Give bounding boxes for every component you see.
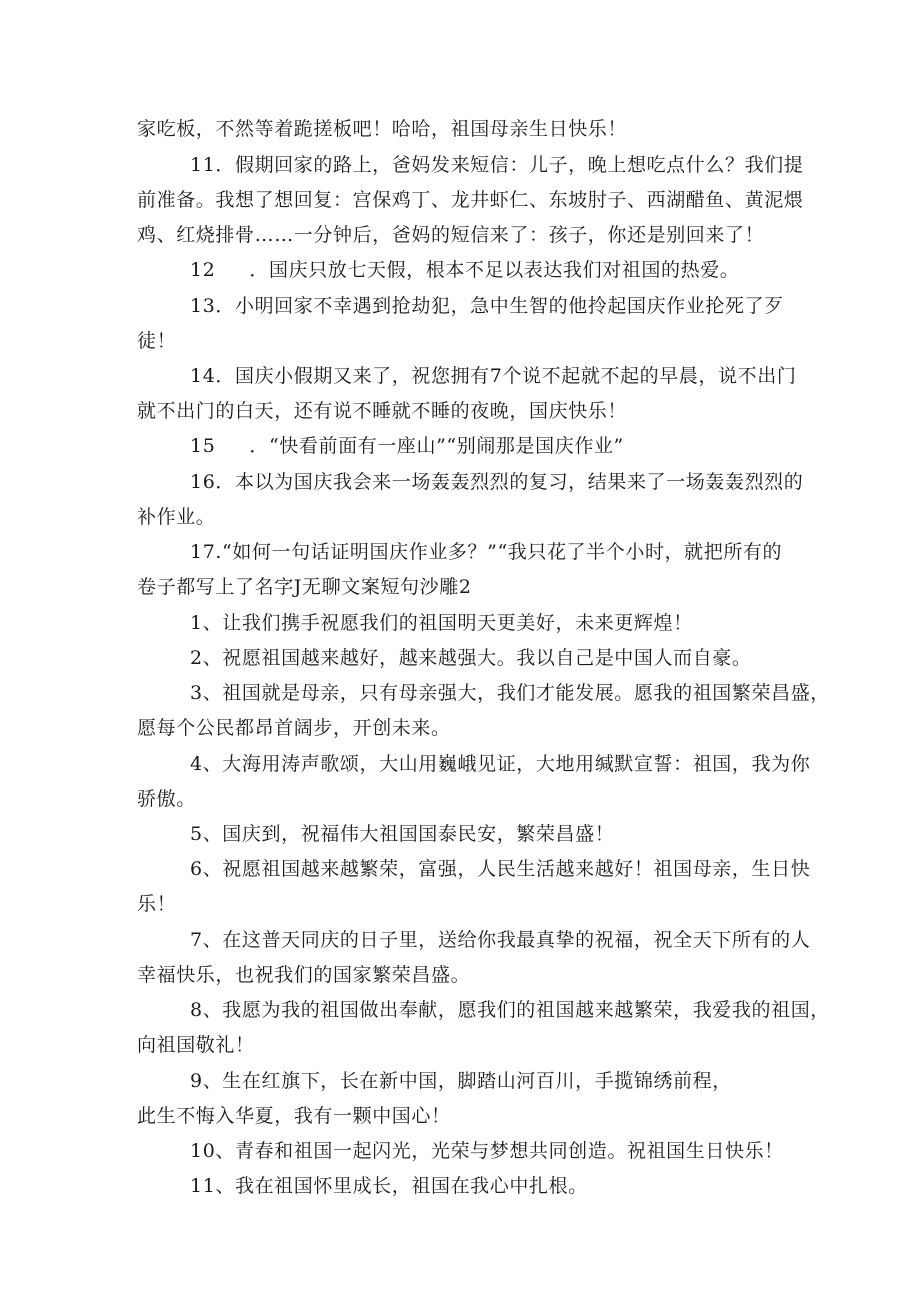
text-line: 11．假期回家的路上，爸妈发来短信：儿子，晚上想吃点什么？我们提 xyxy=(190,154,804,176)
item-text: ．国庆只放七天假，根本不足以表达我们对祖国的热爱。 xyxy=(249,259,740,281)
text-line: 愿每个公民都昂首阔步，开创未来。 xyxy=(137,717,451,739)
item-number: 15 xyxy=(190,435,216,457)
text-line: 3、祖国就是母亲，只有母亲强大，我们才能发展。愿我的祖国繁荣昌盛， xyxy=(190,682,830,704)
text-line: 乐！ xyxy=(137,893,177,915)
text-line: 徒！ xyxy=(137,330,177,352)
text-line: 补作业。 xyxy=(137,506,216,528)
text-line: 骄傲。 xyxy=(137,788,196,810)
text-line: 卷子都写上了名字J无聊文案短句沙雕2 xyxy=(137,576,472,598)
text-line: 幸福快乐，也祝我们的国家繁荣昌盛。 xyxy=(137,964,471,986)
text-line: 此生不悔入华夏，我有一颗中国心！ xyxy=(137,1105,451,1127)
text-line: 6、祝愿祖国越来越繁荣，富强，人民生活越来越好！祖国母亲，生日快 xyxy=(190,858,811,880)
text-line: 10、青春和祖国一起闪光，光荣与梦想共同创造。祝祖国生日快乐！ xyxy=(190,1140,784,1162)
text-line: 2、祝愿祖国越来越好，越来越强大。我以自己是中国人而自豪。 xyxy=(190,647,752,669)
text-line: 4、大海用涛声歌颂，大山用巍峨见证，大地用缄默宣誓：祖国，我为你 xyxy=(190,753,811,775)
text-line: 16．本以为国庆我会来一场轰轰烈烈的复习，结果来了一场轰轰烈烈的 xyxy=(190,471,804,493)
text-line-item-12 xyxy=(190,258,739,282)
text-line: 就不出门的白天，还有说不睡就不睡的夜晚，国庆快乐！ xyxy=(137,400,628,422)
text-line-item-15 xyxy=(190,434,624,458)
text-line: 7、在这普天同庆的日子里，送给你我最真挚的祝福，祝全天下所有的人 xyxy=(190,929,811,951)
text-line: 向祖国敬礼！ xyxy=(137,1034,255,1056)
text-line: 17.“如何一句话证明国庆作业多？”“我只花了半个小时，就把所有的 xyxy=(190,541,783,563)
text-line: 1、让我们携手祝愿我们的祖国明天更美好，未来更辉煌！ xyxy=(190,612,693,634)
text-line: 鸡、红烧排骨……一分钟后，爸妈的短信来了：孩子，你还是别回来了！ xyxy=(137,224,765,246)
item-text: ．“快看前面有一座山”“别闹那是国庆作业” xyxy=(249,435,624,457)
text-line: 14．国庆小假期又来了，祝您拥有7个说不起就不起的早晨，说不出门 xyxy=(190,365,797,387)
text-line: 前准备。我想了想回复：宫保鸡丁、龙井虾仁、东坡肘子、西湖醋鱼、黄泥煨 xyxy=(137,189,804,211)
text-line: 13．小明回家不幸遇到抢劫犯，急中生智的他拎起国庆作业抡死了歹 xyxy=(190,295,784,317)
text-line: 9、生在红旗下，长在新中国，脚踏山河百川，手揽锦绣前程， xyxy=(190,1070,732,1092)
text-line: 5、国庆到，祝福伟大祖国国泰民安，繁荣昌盛！ xyxy=(190,823,615,845)
text-line: 8、我愿为我的祖国做出奉献，愿我们的祖国越来越繁荣，我爱我的祖国， xyxy=(190,999,830,1021)
text-line: 家吃板，不然等着跪搓板吧！哈哈，祖国母亲生日快乐！ xyxy=(137,118,628,140)
item-number: 12 xyxy=(190,259,216,281)
text-line: 11、我在祖国怀里成长，祖国在我心中扎根。 xyxy=(190,1175,588,1197)
